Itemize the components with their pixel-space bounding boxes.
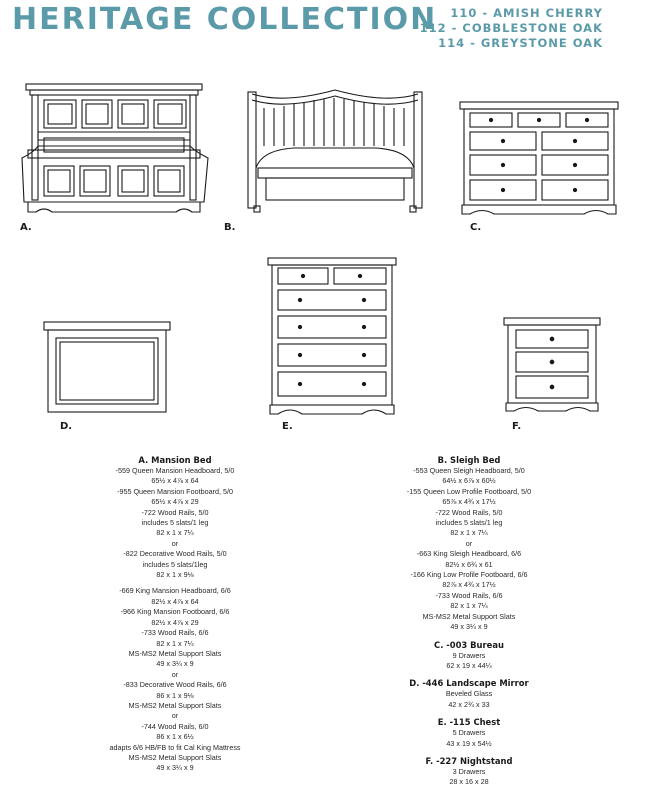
spec-line: 49 x 3¼ x 9	[156, 659, 194, 669]
spec-line: 49 x 3¼ x 9	[156, 763, 194, 773]
spec-heading: A. Mansion Bed	[138, 455, 212, 465]
spec-line: 82½ x 6¾ x 61	[445, 559, 493, 569]
spec-line: includes 5 slats/1leg	[142, 559, 208, 569]
spec-line: or	[171, 711, 179, 721]
figure-label-c: C.	[470, 222, 482, 233]
spec-line: -166 King Low Profile Footboard, 6/6	[410, 570, 528, 580]
spec-line: -966 King Mansion Footboard, 6/6	[120, 607, 230, 617]
figure-label-d: D.	[60, 421, 73, 432]
spec-heading: F. -227 Nightstand	[425, 755, 513, 766]
spec-line: 65½ x 4⅞ x 29	[151, 497, 199, 507]
spec-line: -155 Queen Low Profile Footboard, 5/0	[406, 486, 532, 496]
spec-line: -722 Wood Rails, 5/0	[435, 507, 503, 517]
collection-title: HERITAGE COLLECTION	[12, 2, 438, 37]
chest-illustration	[266, 256, 398, 418]
spec-line: -822 Decorative Wood Rails, 5/0	[123, 549, 227, 559]
spec-line: or	[171, 669, 179, 679]
spec-line: adapts 6/6 HB/FB to fit Cal King Mattress	[109, 742, 241, 752]
spec-line: 9 Drawers	[452, 650, 486, 660]
spec-line: MS-MS2 Metal Support Slats	[128, 752, 222, 762]
spec-line: 82½ x 4⅞ x 29	[151, 617, 199, 627]
spec-line: 43 x 19 x 54½	[446, 738, 492, 748]
spec-heading: C. -003 Bureau	[434, 639, 504, 650]
figure-label-f: F.	[512, 421, 522, 432]
spec-line: -955 Queen Mansion Footboard, 5/0	[117, 486, 233, 496]
spec-line: 86 x 1 x 6½	[156, 732, 194, 742]
spec-line: -553 Queen Sleigh Headboard, 5/0	[413, 466, 525, 475]
spec-line: 28 x 16 x 28	[449, 777, 489, 787]
finish-item: 110 - AMISH CHERRY	[450, 6, 603, 20]
spec-line: MS-MS2 Metal Support Slats	[422, 611, 516, 621]
spec-line: -669 King Mansion Headboard, 6/6	[119, 586, 231, 596]
spec-line: -744 Wood Rails, 6/0	[141, 721, 209, 731]
spec-line: 86 x 1 x 9⅛	[156, 690, 194, 700]
spec-line: 82½ x 4⅞ x 64	[151, 596, 199, 606]
figure-label-a: A.	[20, 222, 32, 233]
landscape-mirror-illustration	[42, 320, 172, 416]
spec-line: -663 King Sleigh Headboard, 6/6	[416, 549, 522, 559]
finish-item: 112 - COBBLESTONE OAK	[419, 21, 603, 35]
spec-heading: B. Sleigh Bed	[437, 455, 501, 465]
spec-line: Beveled Glass	[445, 689, 493, 699]
spec-line: 82 x 1 x 7¼	[156, 638, 194, 648]
mansion-bed-illustration	[14, 80, 214, 220]
spec-line: or	[465, 538, 473, 548]
spec-line: includes 5 slats/1 leg	[141, 518, 209, 528]
specs-left-column	[70, 454, 280, 774]
spec-line: -833 Decorative Wood Rails, 6/6	[123, 680, 227, 690]
spec-line: 42 x 2¾ x 33	[448, 699, 490, 709]
spec-line: -559 Queen Mansion Headboard, 5/0	[115, 466, 235, 475]
spec-line: 82 x 1 x 9⅛	[156, 570, 194, 580]
spec-line: 65⅞ x 4¾ x 17½	[442, 497, 496, 507]
spec-line: includes 5 slats/1 leg	[435, 518, 503, 528]
spec-line: 82 x 1 x 7¼	[450, 601, 488, 611]
spec-line: MS-MS2 Metal Support Slats	[128, 700, 222, 710]
spec-line: 82⅞ x 4¾ x 17½	[442, 580, 496, 590]
spec-line: 65½ x 4⅞ x 64	[151, 476, 199, 486]
spec-line: -722 Wood Rails, 5/0	[141, 507, 209, 517]
spec-line: 49 x 3¼ x 9	[450, 622, 488, 632]
spec-line: MS-MS2 Metal Support Slats	[128, 648, 222, 658]
spec-line: 82 x 1 x 7¼	[156, 528, 194, 538]
nightstand-illustration	[502, 316, 602, 414]
spec-line: 64½ x 6⅞ x 60½	[442, 476, 496, 486]
spec-line: or	[171, 538, 179, 548]
spec-line: -733 Wood Rails, 6/6	[141, 628, 209, 638]
spec-line: 82 x 1 x 7¼	[450, 528, 488, 538]
figure-label-e: E.	[282, 421, 293, 432]
spec-line: -733 Wood Rails, 6/6	[435, 590, 503, 600]
spec-line: 62 x 19 x 44¼	[446, 660, 492, 670]
figure-label-b: B.	[224, 222, 236, 233]
spec-heading: E. -115 Chest	[437, 717, 501, 728]
sleigh-bed-illustration	[244, 84, 426, 216]
specs-right-column	[364, 454, 574, 788]
finish-list	[420, 6, 603, 51]
spec-line: 3 Drawers	[452, 766, 486, 776]
bureau-illustration	[458, 100, 620, 218]
spec-line: 5 Drawers	[452, 728, 486, 738]
finish-item: 114 - GREYSTONE OAK	[438, 36, 603, 50]
spec-heading: D. -446 Landscape Mirror	[409, 678, 529, 689]
